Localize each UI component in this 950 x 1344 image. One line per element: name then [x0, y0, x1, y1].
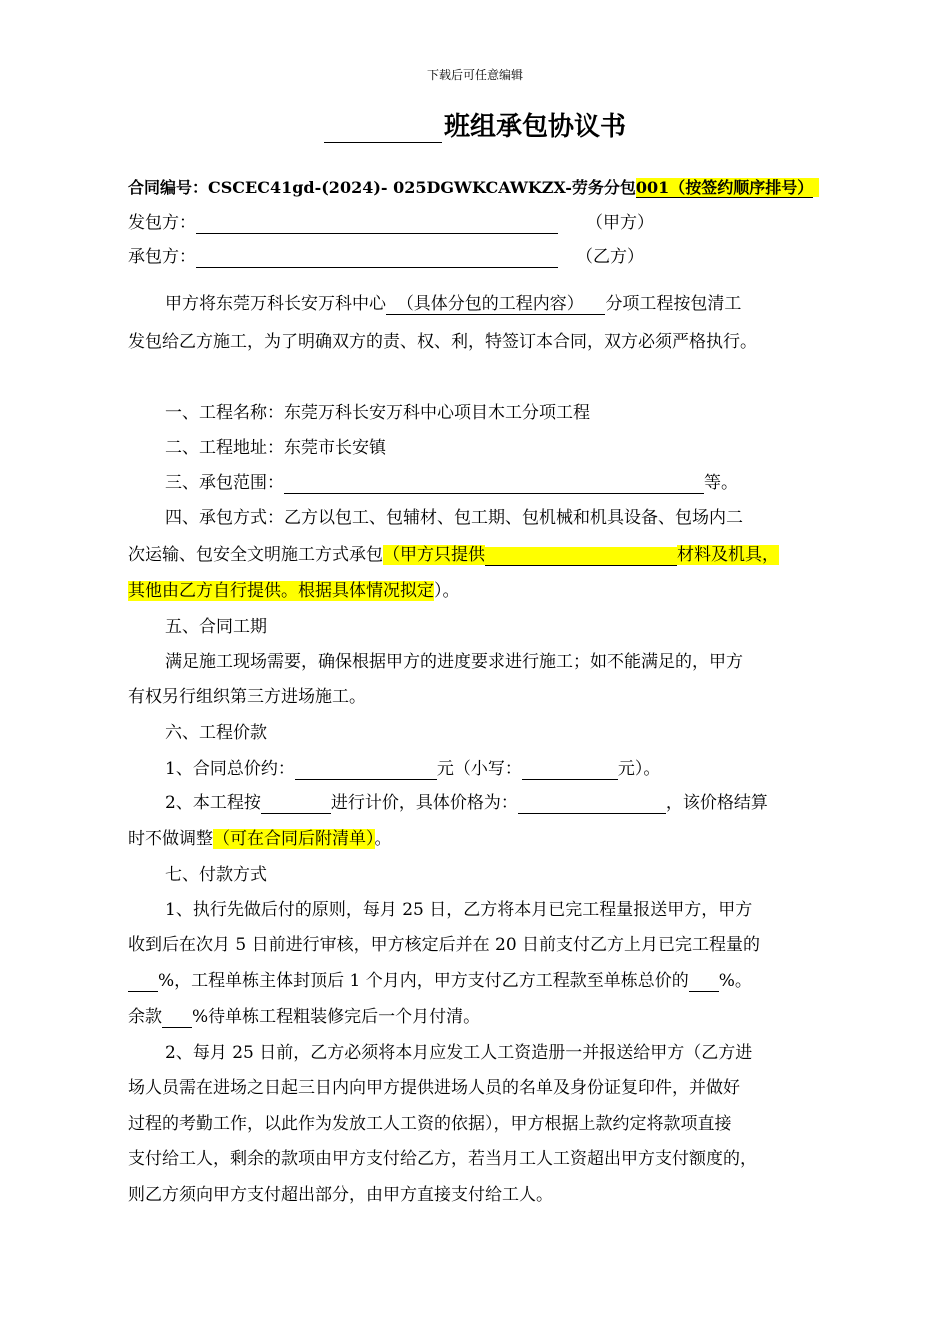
- item-7-1-line-1: 1、执行先做后付的原则，每月 25 日，乙方将本月已完工程量报送甲方，甲方: [165, 900, 753, 920]
- lowercase-blank: [522, 761, 618, 780]
- party-b-role: （乙方）: [576, 247, 644, 267]
- pricing-method-blank: [261, 795, 331, 814]
- item-7-2-line-3: 过程的考勤工作，以此作为发放工人工资的依据），甲方根据上款约定将款项直接: [128, 1114, 732, 1134]
- intro-scope: （具体分包的工程内容）: [396, 294, 584, 314]
- item-4-open-paren: （: [383, 545, 400, 565]
- party-a-label: 发包方：: [128, 213, 196, 233]
- balance-text: %待单栋工程粗装修完后一个月付清。: [192, 1007, 481, 1027]
- item-4-provide: 甲方只提供: [400, 545, 485, 565]
- total-price-label: 1、合同总价约：: [165, 759, 295, 779]
- item-7-1-line-2: 收到后在次月 5 日前进行审核，甲方核定后并在 20 日前支付乙方上月已完工程量的: [128, 935, 761, 955]
- item-7-2-line-5: 则乙方须向甲方支付超出部分，由甲方直接支付给工人。: [128, 1185, 553, 1205]
- item-4-line-1: 四、承包方式：乙方以包工、包辅材、包工期、包机械和机具设备、包场内二: [165, 508, 743, 528]
- item-6-2-end: 。: [374, 829, 392, 849]
- item-4-text: 次运输、包安全文明施工方式承包: [128, 545, 383, 565]
- item-1: 一、工程名称：东莞万科长安万科中心项目木工分项工程: [165, 403, 590, 423]
- item-5: 五、合同工期: [165, 617, 267, 637]
- price-blank: [518, 795, 666, 814]
- item-7-2-line-2: 场人员需在进场之日起三日内向甲方提供进场人员的名单及身份证复印件，并做好: [128, 1078, 740, 1098]
- title-blank: [324, 116, 442, 143]
- materials-blank: [485, 547, 677, 566]
- item-3: [165, 472, 738, 494]
- total-price-suffix: 元）。: [617, 759, 661, 779]
- lowercase-label: 元（小写：: [436, 759, 522, 779]
- item-4-line-3: [128, 580, 460, 602]
- contract-number-line: [128, 177, 819, 199]
- attach-list-note: （可在合同后附清单）: [213, 829, 375, 849]
- intro-scope-underline: [386, 294, 605, 315]
- item-4-materials: 材料及机具，: [677, 545, 779, 565]
- item-6-2-line-2: [128, 828, 392, 850]
- item-7-2-line-1: 2、每月 25 日前，乙方必须将本月应发工人工资造册一并报送给甲方（乙方进: [165, 1043, 753, 1063]
- item-7-1-end: %。: [718, 971, 752, 991]
- item-7-1-text: %，工程单栋主体封顶后 1 个月内，甲方支付乙方工程款至单栋总价的: [158, 971, 689, 991]
- contract-number-value: 001（按签约顺序排号）: [635, 178, 814, 197]
- item-7: 七、付款方式: [165, 865, 267, 885]
- intro-line-1: [165, 293, 741, 315]
- intro-text-c: 分项工程按包清工: [605, 294, 742, 314]
- title-text: 班组承包协议书: [443, 112, 626, 142]
- item-6-1: [165, 758, 660, 780]
- intro-line-2: 发包给乙方施工，为了明确双方的责、权、利，特签订本合同，双方必须严格执行。: [128, 332, 757, 352]
- party-b-line: [128, 246, 644, 268]
- item-7-1-line-4: [128, 1006, 480, 1028]
- balance-percent-blank: [162, 1009, 192, 1028]
- total-price-blank: [295, 761, 437, 780]
- item-3-label: 三、承包范围：: [165, 473, 284, 493]
- pricing-label: 2、本工程按: [165, 793, 261, 813]
- item-7-1-line-3: [128, 970, 752, 992]
- party-b-label: 承包方：: [128, 247, 196, 267]
- item-6-2: [165, 792, 768, 814]
- page-header: 下载后可任意编辑: [426, 68, 523, 82]
- item-4-line-2: [128, 544, 779, 566]
- party-a-role: （甲方）: [586, 213, 654, 233]
- item-4-close: ）。: [434, 581, 460, 601]
- total-percent-blank: [689, 973, 719, 992]
- no-adjust-text: 时不做调整: [128, 829, 213, 849]
- item-6: 六、工程价款: [165, 723, 267, 743]
- item-3-suffix: 等。: [704, 473, 738, 493]
- item-2: 二、工程地址：东莞市长安镇: [165, 438, 386, 458]
- progress-percent-blank: [128, 973, 158, 992]
- pricing-settlement: ，该价格结算: [665, 793, 768, 813]
- party-b-blank: [196, 249, 558, 268]
- item-4-note: 其他由乙方自行提供。根据具体情况拟定: [128, 581, 434, 601]
- scope-blank: [284, 475, 704, 494]
- document-title: [0, 106, 950, 143]
- item-5-line-1: 满足施工现场需要，确保根据甲方的进度要求进行施工；如不能满足的，甲方: [165, 652, 743, 672]
- party-a-line: [128, 212, 654, 234]
- item-7-2-line-4: 支付给工人，剩余的款项由甲方支付给乙方，若当月工人工资超出甲方支付额度的，: [128, 1149, 757, 1169]
- balance-label: 余款: [128, 1007, 162, 1027]
- intro-text-a: 甲方将东莞万科长安万科中心: [165, 294, 386, 314]
- party-a-blank: [196, 215, 558, 234]
- pricing-text: 进行计价，具体价格为：: [330, 793, 518, 813]
- item-5-line-2: 有权另行组织第三方进场施工。: [128, 687, 366, 707]
- contract-number-label: 合同编号：CSCEC41gd-(2024)- 025DGWKCAWKZX-劳务分包: [128, 178, 636, 197]
